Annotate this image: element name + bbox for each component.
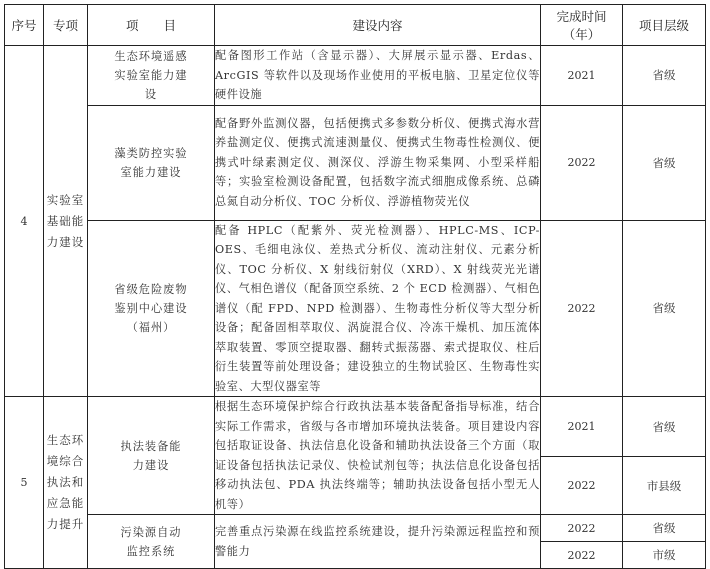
content-cell: 完善重点污染源在线监控系统建设，提升污染源远程监控和预警能力 [215,515,541,569]
seq-cell: 4 [5,46,44,397]
year-cell: 2022 [541,542,623,569]
table-row [5,220,706,397]
content-cell: 配备图形工作站（含显示器）、大屏展示显示器、Erdas、ArcGIS 等软件以及现场作业使用的平板电脑、卫星定位仪等硬件设施 [215,46,541,106]
table-row [5,46,706,106]
header-row [5,5,706,46]
project-cell: 执法装备能力建设 [88,397,215,515]
seq-cell: 5 [5,397,44,569]
table-row [5,105,706,220]
year-cell: 2021 [541,397,623,457]
year-cell: 2022 [541,220,623,397]
project-cell: 生态环境遥感实验室能力建设 [88,46,215,106]
year-cell: 2022 [541,515,623,542]
year-cell: 2022 [541,457,623,515]
level-cell: 省级 [623,46,706,106]
construction-table [4,4,706,569]
category-cell: 生态环境综合执法和应急能力提升 [44,397,88,569]
content-cell: 配备 HPLC（配紫外、荧光检测器）、HPLC-MS、ICP-OES、毛细电泳仪、差热式分析仪、流动注射仪、元素分析仪、TOC 分析仪、X 射线衍射仪（XRD）、X 射线荧光光谱仪、气相色谱仪（配备顶空系统、2 个 ECD 检测器）、气相色谱仪（配 FPD、NPD 检测器）、生物毒性分析仪等大型分析设备；配备固相萃取仪、涡旋混合仪、冷冻干燥机、加压流体萃取装置、零顶空提取器、翻转式振荡器、索式提取仪、柱后衍生装置等前处理设备；建设独立的生物试验区、生物毒性实验室、大型仪器室等 [215,220,541,397]
table-row [5,515,706,542]
level-cell: 省级 [623,105,706,220]
level-cell: 省级 [623,397,706,457]
level-cell: 市县级 [623,457,706,515]
category-cell: 实验室基础能力建设 [44,46,88,397]
year-cell: 2022 [541,105,623,220]
header-content: 建设内容 [215,5,541,46]
year-cell: 2021 [541,46,623,106]
project-cell: 藻类防控实验室能力建设 [88,105,215,220]
level-cell: 市级 [623,542,706,569]
header-project: 项 目 [88,5,215,46]
header-completion: 完成时间（年） [541,5,623,46]
header-level: 项目层级 [623,5,706,46]
project-cell: 污染源自动监控系统 [88,515,215,569]
level-cell: 省级 [623,515,706,542]
content-cell: 根据生态环境保护综合行政执法基本装备配备指导标准，结合实际工作需求，省级与各市增加环境执法装备。项目建设内容包括取证设备、执法信息化设备和辅助执法设备三个方面（取证设备包括执法记录仪、快检试剂包等；执法信息化设备包括移动执法包、PDA 执法终端等；辅助执法设备包括小型无人机等） [215,397,541,515]
project-cell: 省级危险废物鉴别中心建设（福州） [88,220,215,397]
header-seq: 序号 [5,5,44,46]
table-row [5,397,706,457]
level-cell: 省级 [623,220,706,397]
content-cell: 配备野外监测仪器，包括便携式多参数分析仪、便携式海水营养盐测定仪、便携式流速测量仪、便携式生物毒性检测仪、便携式叶绿素测定仪、测深仪、浮游生物采集网、小型采样船等；实验室检测设备配置，包括数字流式细胞成像系统、总磷总氮自动分析仪、TOC 分析仪、浮游植物荧光仪 [215,105,541,220]
header-category: 专项 [44,5,88,46]
